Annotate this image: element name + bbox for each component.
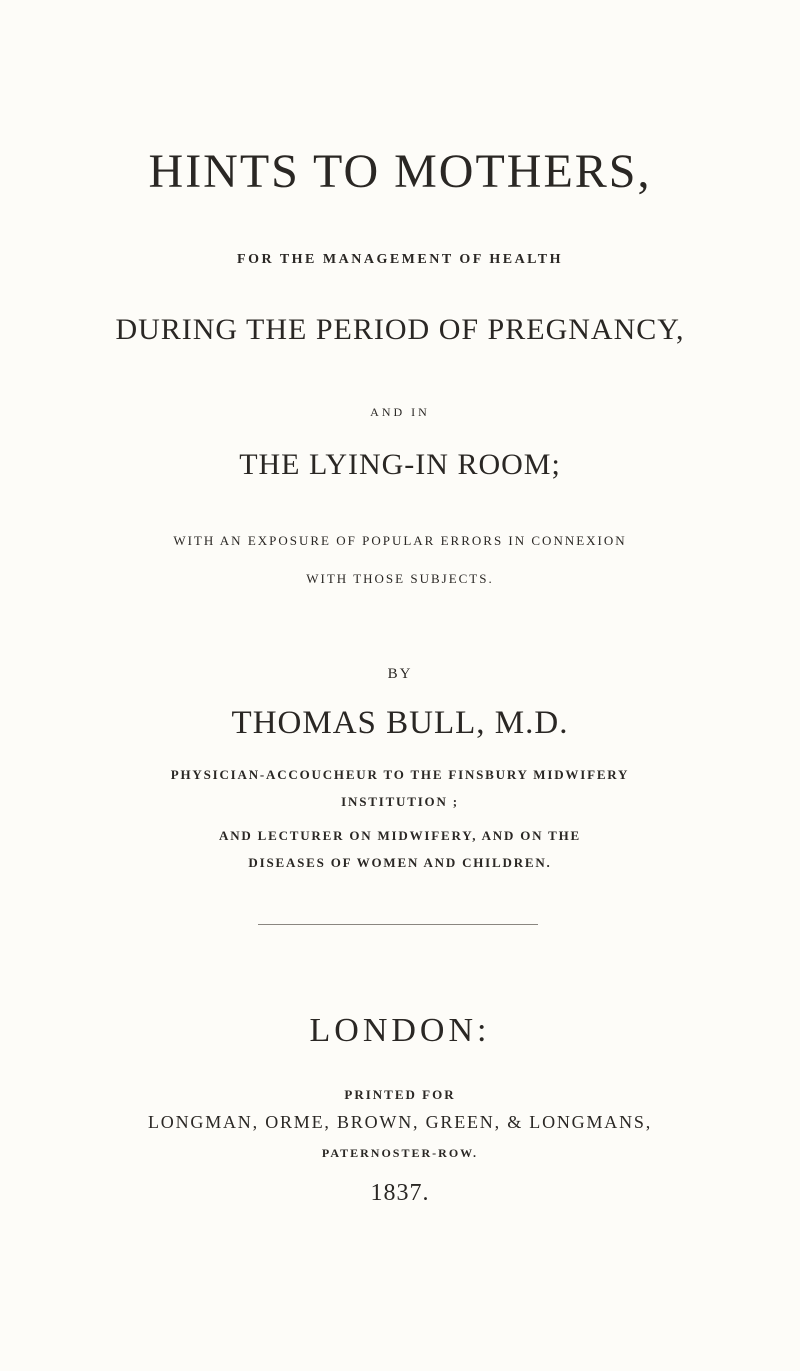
- subtitle-line-2: DURING THE PERIOD OF PREGNANCY,: [115, 313, 685, 346]
- imprint-city: LONDON:: [309, 1012, 491, 1049]
- subtitle-line-1: FOR THE MANAGEMENT OF HEALTH: [237, 252, 563, 267]
- publication-year: 1837.: [370, 1180, 430, 1206]
- exposure-line-1: WITH AN EXPOSURE OF POPULAR ERRORS IN CONNEXION: [173, 533, 627, 548]
- author-credentials-line: AND LECTURER ON MIDWIFERY, AND ON THE: [219, 828, 581, 843]
- printed-for-text: PRINTED FOR: [344, 1087, 456, 1102]
- author-credentials-line: PHYSICIAN-ACCOUCHEUR TO THE FINSBURY MIDWIFERY: [170, 767, 630, 782]
- divider-rule: [258, 924, 538, 925]
- publisher-address: PATERNOSTER-ROW.: [321, 1146, 479, 1160]
- and-in-text: AND IN: [370, 405, 430, 419]
- book-title: HINTS TO MOTHERS,: [148, 145, 652, 198]
- subtitle-line-3: THE LYING-IN ROOM;: [239, 448, 561, 481]
- by-text: BY: [387, 666, 413, 682]
- author-credentials-line: INSTITUTION ;: [341, 794, 459, 809]
- author-name: THOMAS BULL, M.D.: [231, 705, 569, 741]
- publishers-line: LONGMAN, ORME, BROWN, GREEN, & LONGMANS,: [148, 1112, 652, 1132]
- exposure-line-2: WITH THOSE SUBJECTS.: [306, 571, 494, 586]
- author-credentials-line: DISEASES OF WOMEN AND CHILDREN.: [248, 855, 552, 870]
